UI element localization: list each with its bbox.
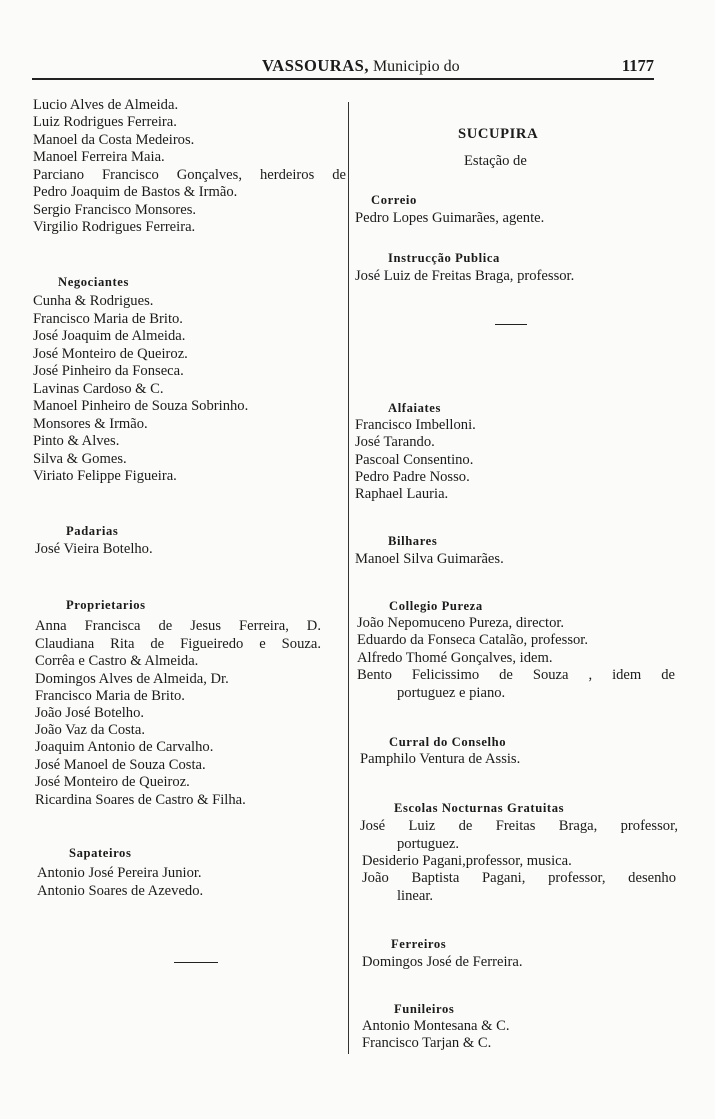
entry-line: Pinto & Alves.	[33, 433, 120, 449]
section-heading-collegio: Collegio Pureza	[389, 599, 483, 613]
entry-line: José Joaquim de Almeida.	[33, 328, 186, 344]
entry-line: Claudiana Rita de Figueiredo e Souza.	[35, 636, 321, 652]
entry-line: José Monteiro de Queiroz.	[33, 346, 188, 362]
entry-line: Domingos Alves de Almeida, Dr.	[35, 671, 229, 687]
entry-line: José Luiz de Freitas Braga, professor.	[355, 268, 575, 284]
entry-line: Manoel Pinheiro de Souza Sobrinho.	[33, 398, 249, 414]
entry-line: Pedro Joaquim de Bastos & Irmão.	[33, 184, 238, 200]
entry-line: Joaquim Antonio de Carvalho.	[35, 739, 214, 755]
header-city: VASSOURAS,	[262, 56, 369, 75]
section-end-rule	[495, 324, 527, 325]
entry-line: Pascoal Consentino.	[355, 452, 474, 468]
entry-line: Manoel da Costa Medeiros.	[33, 132, 195, 148]
entry-line: linear.	[397, 888, 434, 904]
section-heading-funileiros: Funileiros	[394, 1002, 455, 1016]
section-heading-proprietarios: Proprietarios	[66, 598, 146, 612]
place-subheading: Estação de	[464, 153, 527, 169]
entry-line: José Vieira Botelho.	[35, 541, 153, 557]
entry-line: José Pinheiro da Fonseca.	[33, 363, 184, 379]
header-subtitle: Municipio do	[372, 58, 460, 75]
section-heading-ferreiros: Ferreiros	[391, 937, 447, 951]
entry-line: José Tarando.	[355, 434, 435, 450]
entry-line: Antonio José Pereira Junior.	[37, 865, 202, 881]
entry-line: Domingos José de Ferreira.	[362, 954, 523, 970]
section-heading-negociantes: Negociantes	[58, 275, 129, 289]
entry-line: Pedro Lopes Guimarães, agente.	[355, 210, 545, 226]
entry-line: Antonio Soares de Azevedo.	[37, 883, 204, 899]
entry-line: Monsores & Irmão.	[33, 416, 148, 432]
entry-line: Pamphilo Ventura de Assis.	[360, 751, 521, 767]
entry-line: Francisco Maria de Brito.	[35, 688, 185, 704]
entry-line: Raphael Lauria.	[355, 486, 449, 502]
entry-line: Bento Felicissimo de Souza , idem de	[357, 667, 675, 683]
section-heading-escolas: Escolas Nocturnas Gratuitas	[394, 801, 565, 815]
entry-line: Lavinas Cardoso & C.	[33, 381, 164, 397]
entry-line: Alfredo Thomé Gonçalves, idem.	[357, 650, 553, 666]
entry-line: Desiderio Pagani,professor, musica.	[362, 853, 572, 869]
entry-line: José Manoel de Souza Costa.	[35, 757, 206, 773]
entry-line: Luiz Rodrigues Ferreira.	[33, 114, 177, 130]
entry-line: portuguez e piano.	[397, 685, 506, 701]
entry-line: Ricardina Soares de Castro & Filha.	[35, 792, 246, 808]
entry-line: Anna Francisca de Jesus Ferreira, D.	[35, 618, 321, 634]
section-heading-sapateiros: Sapateiros	[69, 846, 132, 860]
entry-line: Antonio Montesana & C.	[362, 1018, 510, 1034]
entry-line: Parciano Francisco Gonçalves, herdeiros de	[33, 167, 346, 183]
section-end-rule	[174, 962, 218, 963]
running-title	[262, 56, 460, 76]
entry-line: Corrêa e Castro & Almeida.	[35, 653, 199, 669]
page-header	[32, 56, 654, 78]
entry-line: Lucio Alves de Almeida.	[33, 97, 179, 113]
entry-line: João Baptista Pagani, professor, desenho	[362, 870, 676, 886]
section-heading-curral: Curral do Conselho	[389, 735, 507, 749]
entry-line: Eduardo da Fonseca Catalão, professor.	[357, 632, 588, 648]
entry-line: Viriato Felippe Figueira.	[33, 468, 177, 484]
column-divider	[348, 102, 349, 1054]
entry-line: Francisco Imbelloni.	[355, 417, 476, 433]
section-heading-alfaiates: Alfaiates	[388, 401, 441, 415]
entry-line: Virgilio Rodrigues Ferreira.	[33, 219, 196, 235]
section-heading-padarias: Padarias	[66, 524, 119, 538]
entry-line: Sergio Francisco Monsores.	[33, 202, 197, 218]
entry-line: Cunha & Rodrigues.	[33, 293, 154, 309]
entry-line: José Luiz de Freitas Braga, professor,	[360, 818, 678, 834]
entry-line: Silva & Gomes.	[33, 451, 127, 467]
section-heading-instruccao: Instrucção Publica	[388, 251, 500, 265]
page-number: 1177	[621, 56, 654, 75]
entry-line: José Monteiro de Queiroz.	[35, 774, 190, 790]
entry-line: Manoel Ferreira Maia.	[33, 149, 165, 165]
entry-line: João Nepomuceno Pureza, director.	[357, 615, 565, 631]
section-heading-correio: Correio	[371, 193, 417, 207]
place-heading: SUCUPIRA	[458, 126, 539, 142]
entry-line: Francisco Tarjan & C.	[362, 1035, 492, 1051]
entry-line: Francisco Maria de Brito.	[33, 311, 183, 327]
entry-line: Manoel Silva Guimarães.	[355, 551, 504, 567]
entry-line: Pedro Padre Nosso.	[355, 469, 470, 485]
entry-line: portuguez.	[397, 836, 460, 852]
section-heading-bilhares: Bilhares	[388, 534, 438, 548]
entry-line: João José Botelho.	[35, 705, 145, 721]
entry-line: João Vaz da Costa.	[35, 722, 145, 738]
header-rule	[32, 78, 654, 80]
